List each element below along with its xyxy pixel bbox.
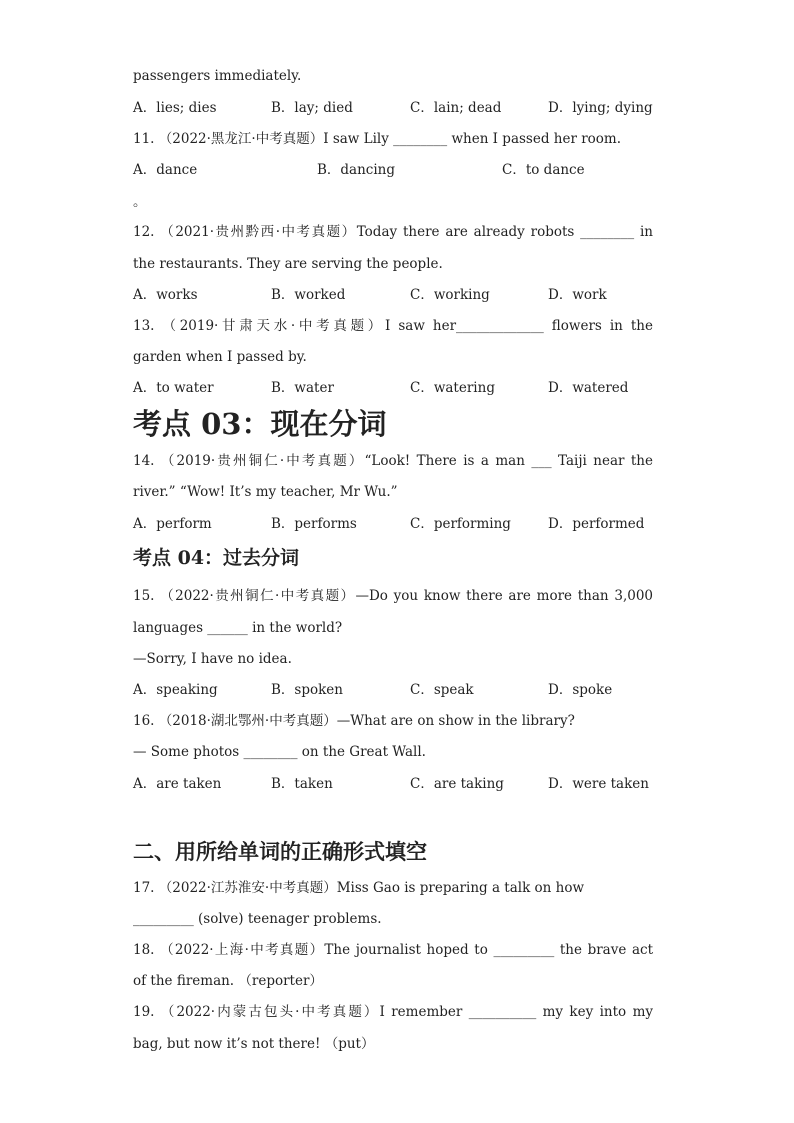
q15-option-c: C．speak [410,682,474,698]
stray-punctuation: 。 [133,194,147,210]
q16-option-a: A．are taken [133,776,222,792]
q11-option-b: B．dancing [317,162,396,178]
q12-option-d: D．work [548,287,607,303]
q12-option-b: B．worked [271,287,346,303]
question-18-line-2: of the fireman. （reporter） [133,973,323,989]
q10-option-b: B．lay; died [271,100,353,116]
q11-option-c: C．to dance [502,162,585,178]
q15-option-b: B．spoken [271,682,343,698]
question-15-line-2: languages ______ in the world? [133,620,343,636]
question-19-line-1: 19. （2022·内蒙古包头·中考真题）I remember __________ my key into my [133,1004,653,1020]
q10-option-a: A．lies; dies [133,100,217,116]
q10-option-c: C．lain; dead [410,100,502,116]
q16-option-d: D．were taken [548,776,649,792]
question-18-line-1: 18. （2022·上海·中考真题）The journalist hoped to _________ the brave act [133,942,653,958]
question-12-line-1: 12. （2021·贵州黔西·中考真题）Today there are already robots ________ in [133,224,653,240]
question-11: 11. （2022·黑龙江·中考真题）I saw Lily ________ when I passed her room. [133,131,622,147]
section-heading-03: 考点 03：现在分词 [133,407,387,441]
q13-option-a: A．to water [133,380,214,396]
section-heading-04: 考点 04：过去分词 [133,547,300,569]
q12-option-c: C．working [410,287,490,303]
q11-option-a: A．dance [133,162,198,178]
question-13-line-1: 13. （2019·甘肃天水·中考真题）I saw her_____________ flowers in the [133,318,653,334]
question-17-line-1: 17. （2022·江苏淮安·中考真题）Miss Gao is preparing a talk on how [133,880,585,896]
q14-option-d: D．performed [548,516,645,532]
q13-option-b: B．water [271,380,334,396]
question-15-line-1: 15. （2022·贵州铜仁·中考真题）—Do you know there are more than 3,000 [133,588,653,604]
q12-option-a: A．works [133,287,198,303]
question-19-line-2: bag, but now it’s not there! （put） [133,1036,375,1052]
q13-option-d: D．watered [548,380,629,396]
q15-option-a: A．speaking [133,682,218,698]
question-10-stem-end: passengers immediately. [133,68,302,84]
question-16-line-2: — Some photos ________ on the Great Wall. [133,744,426,760]
question-14-line-2: river.” “Wow! It’s my teacher, Mr Wu.” [133,484,398,500]
question-13-line-2: garden when I passed by. [133,349,307,365]
q14-option-a: A．perform [133,516,212,532]
q10-option-d: D．lying; dying [548,100,653,116]
question-15-line-3: —Sorry, I have no idea. [133,651,292,667]
q14-option-b: B．performs [271,516,357,532]
question-14-line-1: 14. （2019·贵州铜仁·中考真题）“Look! There is a man ___ Taiji near the [133,453,653,469]
section-heading-2: 二、用所给单词的正确形式填空 [133,839,427,864]
question-12-line-2: the restaurants. They are serving the people. [133,256,443,272]
q16-option-b: B．taken [271,776,333,792]
q15-option-d: D．spoke [548,682,613,698]
q14-option-c: C．performing [410,516,511,532]
question-17-line-2: _________ (solve) teenager problems. [133,911,382,927]
q13-option-c: C．watering [410,380,495,396]
q16-option-c: C．are taking [410,776,504,792]
question-16-line-1: 16. （2018·湖北鄂州·中考真题）—What are on show in the library? [133,713,575,729]
